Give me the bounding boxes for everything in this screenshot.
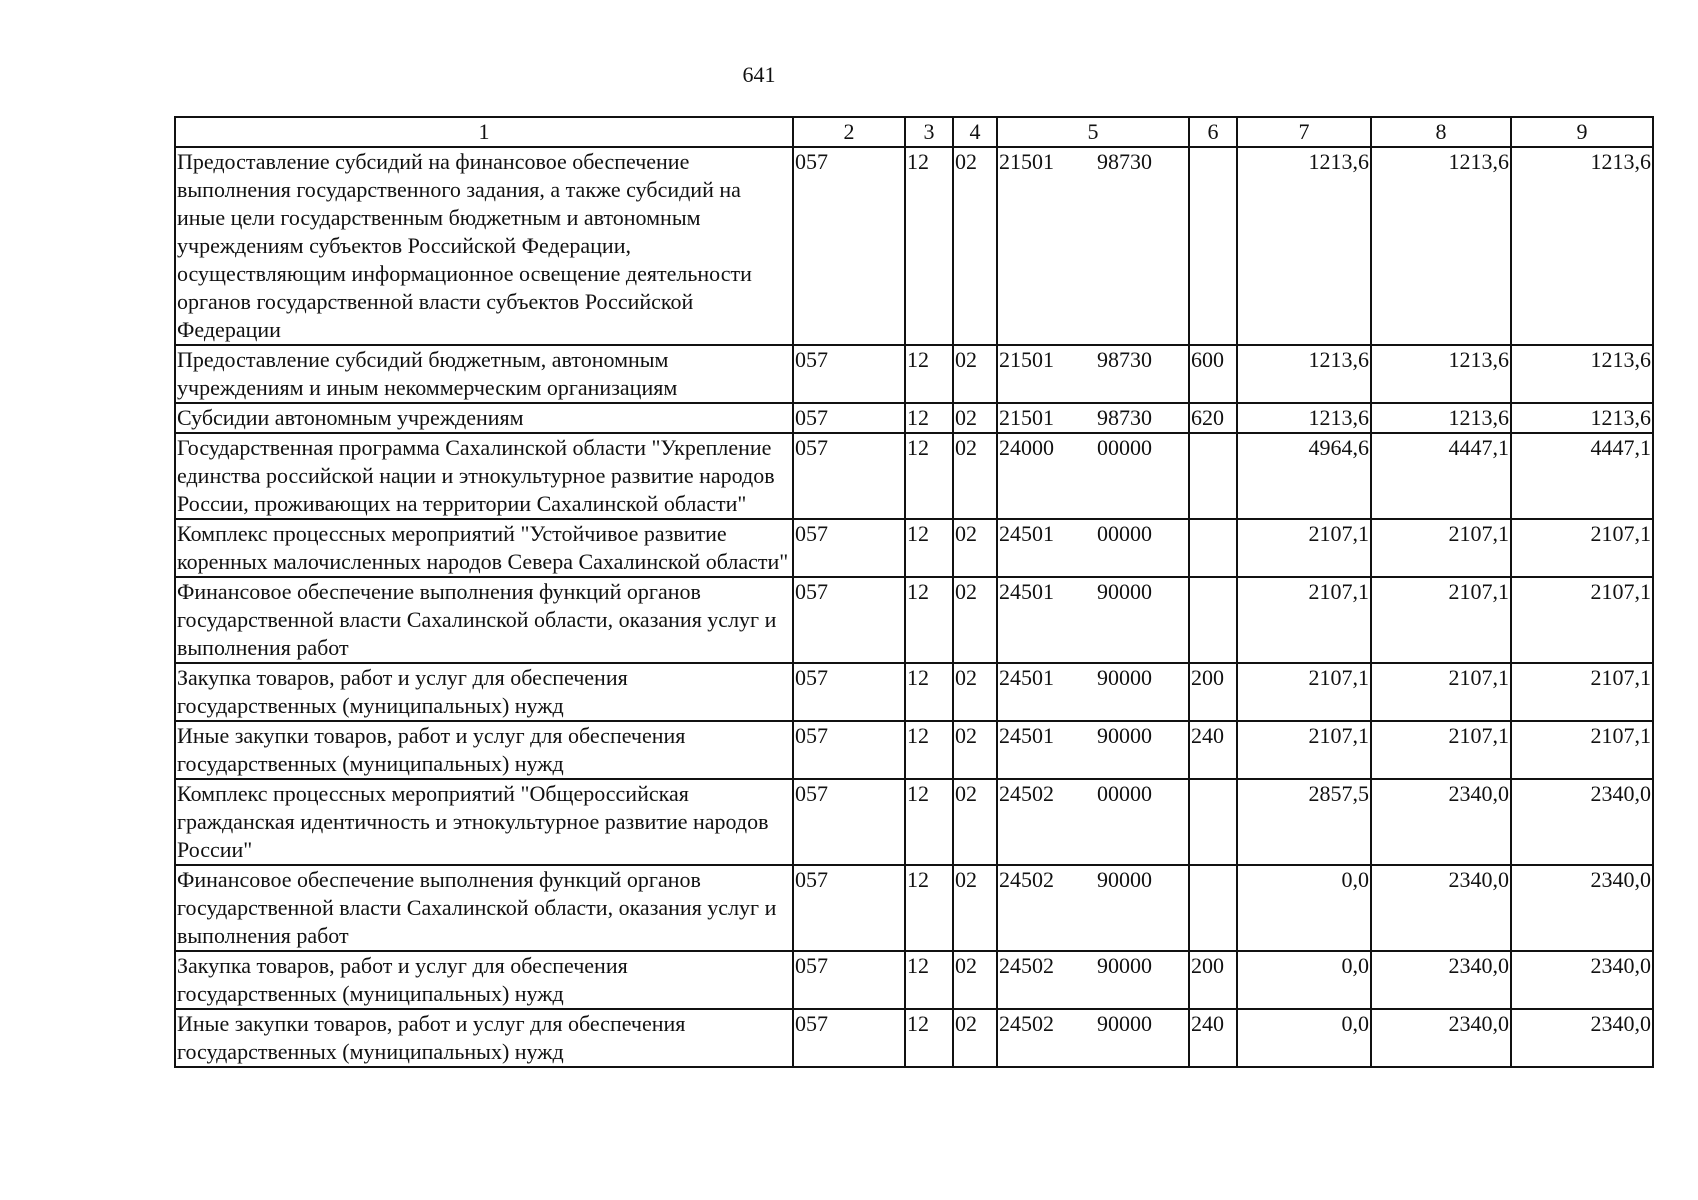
target-article-program-code: 24502 — [999, 1011, 1054, 1036]
amount-col9-cell: 2107,1 — [1511, 721, 1653, 779]
target-article-cell — [997, 721, 1189, 779]
row-name-cell: Комплекс процессных мероприятий "Общероссийская гражданская идентичность и этнокультурное развитие народов России" — [175, 779, 793, 865]
amount-col9-cell: 2340,0 — [1511, 865, 1653, 951]
target-article-direction-code: 00000 — [1097, 521, 1152, 546]
amount-col8-cell: 4447,1 — [1371, 433, 1511, 519]
target-article-program-code: 24502 — [999, 867, 1054, 892]
table-body — [175, 147, 1653, 1067]
amount-col8-cell: 2107,1 — [1371, 519, 1511, 577]
admin-code-cell: 057 — [793, 951, 905, 1009]
section-code-cell: 12 — [905, 779, 953, 865]
table-row — [175, 1009, 1653, 1067]
row-name-cell: Закупка товаров, работ и услуг для обеспечения государственных (муниципальных) нужд — [175, 663, 793, 721]
row-name-cell: Комплекс процессных мероприятий "Устойчивое развитие коренных малочисленных народов Севера Сахалинской области" — [175, 519, 793, 577]
admin-code-cell: 057 — [793, 433, 905, 519]
amount-col7-cell: 2107,1 — [1237, 577, 1371, 663]
row-name-cell: Субсидии автономным учреждениям — [175, 403, 793, 433]
target-article-cell — [997, 865, 1189, 951]
amount-col7-cell: 2107,1 — [1237, 721, 1371, 779]
expense-type-cell — [1189, 865, 1237, 951]
target-article-program-code: 21501 — [999, 149, 1054, 174]
section-code-cell: 12 — [905, 345, 953, 403]
table-row — [175, 519, 1653, 577]
subsection-code-cell: 02 — [953, 951, 997, 1009]
section-code-cell: 12 — [905, 663, 953, 721]
target-article-cell — [997, 1009, 1189, 1067]
header-cell-2: 2 — [793, 117, 905, 147]
target-article-cell — [997, 577, 1189, 663]
section-code-cell: 12 — [905, 865, 953, 951]
amount-col9-cell: 1213,6 — [1511, 147, 1653, 345]
table-row — [175, 663, 1653, 721]
header-cell-4: 4 — [953, 117, 997, 147]
amount-col7-cell: 4964,6 — [1237, 433, 1371, 519]
target-article-program-code: 24000 — [999, 435, 1054, 460]
target-article-direction-code: 00000 — [1097, 781, 1152, 806]
admin-code-cell: 057 — [793, 779, 905, 865]
admin-code-cell: 057 — [793, 721, 905, 779]
subsection-code-cell: 02 — [953, 663, 997, 721]
expense-type-cell — [1189, 433, 1237, 519]
target-article-cell — [997, 403, 1189, 433]
target-article-direction-code: 90000 — [1097, 665, 1152, 690]
header-cell-6: 6 — [1189, 117, 1237, 147]
section-code-cell: 12 — [905, 403, 953, 433]
subsection-code-cell: 02 — [953, 147, 997, 345]
target-article-direction-code: 98730 — [1097, 405, 1152, 430]
row-name-cell: Предоставление субсидий бюджетным, автономным учреждениям и иным некоммерческим организациям — [175, 345, 793, 403]
admin-code-cell: 057 — [793, 577, 905, 663]
target-article-program-code: 24501 — [999, 723, 1054, 748]
expense-type-cell — [1189, 519, 1237, 577]
amount-col7-cell: 2857,5 — [1237, 779, 1371, 865]
section-code-cell: 12 — [905, 433, 953, 519]
amount-col9-cell: 2340,0 — [1511, 1009, 1653, 1067]
expense-type-cell — [1189, 147, 1237, 345]
budget-table — [174, 116, 1654, 1068]
row-name-cell: Финансовое обеспечение выполнения функций органов государственной власти Сахалинской области, оказания услуг и выполнения работ — [175, 865, 793, 951]
row-name-cell: Иные закупки товаров, работ и услуг для обеспечения государственных (муниципальных) нужд — [175, 1009, 793, 1067]
admin-code-cell: 057 — [793, 865, 905, 951]
admin-code-cell: 057 — [793, 345, 905, 403]
expense-type-cell — [1189, 577, 1237, 663]
expense-type-cell: 240 — [1189, 721, 1237, 779]
subsection-code-cell: 02 — [953, 577, 997, 663]
admin-code-cell: 057 — [793, 663, 905, 721]
subsection-code-cell: 02 — [953, 721, 997, 779]
target-article-cell — [997, 663, 1189, 721]
admin-code-cell: 057 — [793, 403, 905, 433]
amount-col7-cell: 1213,6 — [1237, 403, 1371, 433]
target-article-program-code: 24501 — [999, 579, 1054, 604]
amount-col7-cell: 0,0 — [1237, 865, 1371, 951]
target-article-direction-code: 90000 — [1097, 953, 1152, 978]
header-row — [175, 117, 1653, 147]
subsection-code-cell: 02 — [953, 345, 997, 403]
section-code-cell: 12 — [905, 1009, 953, 1067]
amount-col9-cell: 1213,6 — [1511, 403, 1653, 433]
table-row — [175, 951, 1653, 1009]
header-cell-3: 3 — [905, 117, 953, 147]
amount-col7-cell: 2107,1 — [1237, 663, 1371, 721]
expense-type-cell: 200 — [1189, 663, 1237, 721]
expense-type-cell: 600 — [1189, 345, 1237, 403]
target-article-program-code: 21501 — [999, 347, 1054, 372]
amount-col9-cell: 2340,0 — [1511, 951, 1653, 1009]
expense-type-cell: 200 — [1189, 951, 1237, 1009]
expense-type-cell: 620 — [1189, 403, 1237, 433]
amount-col9-cell: 2340,0 — [1511, 779, 1653, 865]
amount-col8-cell: 1213,6 — [1371, 403, 1511, 433]
target-article-program-code: 24501 — [999, 665, 1054, 690]
header-cell-9: 9 — [1511, 117, 1653, 147]
table-row — [175, 721, 1653, 779]
target-article-program-code: 24502 — [999, 953, 1054, 978]
amount-col7-cell: 0,0 — [1237, 951, 1371, 1009]
amount-col8-cell: 2107,1 — [1371, 721, 1511, 779]
section-code-cell: 12 — [905, 147, 953, 345]
target-article-direction-code: 90000 — [1097, 723, 1152, 748]
section-code-cell: 12 — [905, 519, 953, 577]
amount-col9-cell: 4447,1 — [1511, 433, 1653, 519]
subsection-code-cell: 02 — [953, 779, 997, 865]
amount-col7-cell: 0,0 — [1237, 1009, 1371, 1067]
target-article-direction-code: 00000 — [1097, 435, 1152, 460]
admin-code-cell: 057 — [793, 1009, 905, 1067]
target-article-direction-code: 98730 — [1097, 149, 1152, 174]
amount-col8-cell: 2340,0 — [1371, 865, 1511, 951]
row-name-cell: Государственная программа Сахалинской области "Укрепление единства российской нации и этнокультурное развитие народов России, проживающих на территории Сахалинской области" — [175, 433, 793, 519]
amount-col9-cell: 2107,1 — [1511, 519, 1653, 577]
target-article-program-code: 21501 — [999, 405, 1054, 430]
table-row — [175, 403, 1653, 433]
amount-col7-cell: 1213,6 — [1237, 345, 1371, 403]
header-cell-8: 8 — [1371, 117, 1511, 147]
expense-type-cell: 240 — [1189, 1009, 1237, 1067]
amount-col8-cell: 2340,0 — [1371, 1009, 1511, 1067]
page-number: 641 — [742, 62, 776, 87]
subsection-code-cell: 02 — [953, 433, 997, 519]
row-name-cell: Финансовое обеспечение выполнения функций органов государственной власти Сахалинской области, оказания услуг и выполнения работ — [175, 577, 793, 663]
target-article-cell — [997, 779, 1189, 865]
amount-col7-cell: 1213,6 — [1237, 147, 1371, 345]
amount-col8-cell: 1213,6 — [1371, 147, 1511, 345]
target-article-program-code: 24502 — [999, 781, 1054, 806]
amount-col8-cell: 2340,0 — [1371, 951, 1511, 1009]
amount-col8-cell: 2107,1 — [1371, 663, 1511, 721]
target-article-cell — [997, 433, 1189, 519]
target-article-cell — [997, 147, 1189, 345]
row-name-cell: Предоставление субсидий на финансовое обеспечение выполнения государственного задания, а также субсидий на иные цели государственным бюджетным и автономным учреждениям субъектов Российской Федерации, осуществляющим информационное освещение деятельности органов государственной власти субъектов Российской Федерации — [175, 147, 793, 345]
table-row — [175, 577, 1653, 663]
admin-code-cell: 057 — [793, 147, 905, 345]
amount-col9-cell: 1213,6 — [1511, 345, 1653, 403]
section-code-cell: 12 — [905, 721, 953, 779]
amount-col9-cell: 2107,1 — [1511, 577, 1653, 663]
target-article-direction-code: 90000 — [1097, 867, 1152, 892]
target-article-cell — [997, 951, 1189, 1009]
table-row — [175, 779, 1653, 865]
header-cell-5: 5 — [997, 117, 1189, 147]
target-article-cell — [997, 345, 1189, 403]
target-article-cell — [997, 519, 1189, 577]
table-row — [175, 147, 1653, 345]
header-cell-7: 7 — [1237, 117, 1371, 147]
table-row — [175, 865, 1653, 951]
target-article-program-code: 24501 — [999, 521, 1054, 546]
row-name-cell: Иные закупки товаров, работ и услуг для обеспечения государственных (муниципальных) нужд — [175, 721, 793, 779]
admin-code-cell: 057 — [793, 519, 905, 577]
subsection-code-cell: 02 — [953, 1009, 997, 1067]
amount-col8-cell: 2340,0 — [1371, 779, 1511, 865]
section-code-cell: 12 — [905, 577, 953, 663]
amount-col7-cell: 2107,1 — [1237, 519, 1371, 577]
amount-col8-cell: 2107,1 — [1371, 577, 1511, 663]
subsection-code-cell: 02 — [953, 865, 997, 951]
subsection-code-cell: 02 — [953, 519, 997, 577]
target-article-direction-code: 90000 — [1097, 1011, 1152, 1036]
amount-col8-cell: 1213,6 — [1371, 345, 1511, 403]
row-name-cell: Закупка товаров, работ и услуг для обеспечения государственных (муниципальных) нужд — [175, 951, 793, 1009]
expense-type-cell — [1189, 779, 1237, 865]
subsection-code-cell: 02 — [953, 403, 997, 433]
table-row — [175, 345, 1653, 403]
header-cell-1: 1 — [175, 117, 793, 147]
table-row — [175, 433, 1653, 519]
target-article-direction-code: 90000 — [1097, 579, 1152, 604]
target-article-direction-code: 98730 — [1097, 347, 1152, 372]
section-code-cell: 12 — [905, 951, 953, 1009]
amount-col9-cell: 2107,1 — [1511, 663, 1653, 721]
